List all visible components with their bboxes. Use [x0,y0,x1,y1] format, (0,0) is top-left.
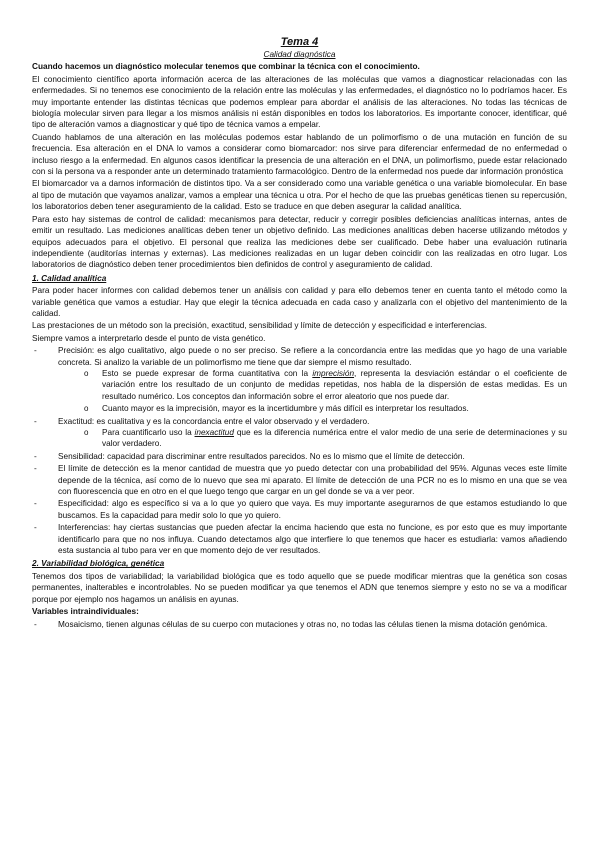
sublist-item-uncertainty: o Cuanto mayor es la imprecisión, mayor es la incertidumbre y más difícil es interpretar los resultados. [58,403,567,414]
accuracy-sublist [58,427,567,450]
intraindividual-variables-list [32,619,567,630]
paragraph-knowledge: El conocimiento científico aporta información acerca de las alteraciones de las moléculas que vamos a diagnosticar relacionadas con las enfermedades. Si no tenemos ese conocimiento de la relación entre las moléculas y las enfermedades, el diagnóstico no lo podríamos hacer. Es muy importante entender las distintas técnicas que podemos emplear para abordar el análisis de las alteraciones. No todas las técnicas de biología molecular sirven para llegar a los mismos análisis ni están disponibles en todos los laboratorios. Es importante conocer, identificar, qué tipo de alteración vamos a diagnosticar y qué tipo de técnica vamos a empelar. [32,74,567,130]
section-heading-variability: 2. Variabilidad biológica, genética [32,559,165,569]
accuracy-text: Exactitud: es cualitativa y es la concordancia entre el valor observado y el verdadero. [58,416,370,426]
paragraph-reports-quality: Para poder hacer informes con calidad debemos tener un análisis con calidad y para ello debemos tener en cuenta tanto el método como la variable genética que vamos a estudiar. Hay que elegir la técnica adecuada en cada caso y analizarla con el objetivo del mantenimiento de la calidad. [32,286,567,318]
inaccuracy-text-end: que es la diferencia numérica entre el valor medio de una serie de determinaciones y su valor verdadero. [102,428,567,449]
sublist-item-inaccuracy [58,427,567,450]
precision-text: Precisión: es algo cualitativo, algo puede o no ser preciso. Se refiere a la concordancia entre las medidas que yo hago de una variable concreta. Si analizo la variable de un polimorfismo me tiene que dar siempre el mismo resultado. [58,346,567,367]
inaccuracy-term: inexactitud [194,428,234,437]
list-item-detection-limit: - El límite de detección es la menor cantidad de muestra que yo puedo detectar con una probabilidad del 95%. Algunas veces este límite depende de la técnica, así como de lo nuevo que sea mi aparato. El límite de detección de una PCR no es lo mismo en una que se vea con fluorescencia que en otro en el que luego tengo que cargar en un gel donde se va a ver peor. [32,463,567,497]
list-item-mosaicism: - Mosaicismo, tienen algunas células de su cuerpo con mutaciones y otras no, no todas las células tienen la misma dotación genómica. [32,619,567,630]
list-item-precision [32,345,567,414]
paragraph-biomarker-alteration: Cuando hablamos de una alteración en las moléculas podemos estar hablando de un polimorfismo o de una mutación en función de su frecuencia. Esa alteración en el DNA lo vamos a considerar como biomarcador: nos sirve para diferenciar enfermedad de no enfermedad o incluso riesgo a la enfermedad. En algunos casos identificar la presencia de una alteración en el DNA, un polimorfismo, puede estar relacionado con si la persona va a responder ante un determinado tratamiento farmacológico. Dentro de la enfermedad nos puede dar información pronóstica [32,132,567,177]
precision-sublist [58,368,567,415]
inaccuracy-text-start: Para cuantificarlo uso la [102,428,195,437]
paragraph-biomarker-info: El biomarcador va a darnos información de distintos tipo. Va a ser considerado como una variable genética o una variable biomolecular. En base al tipo de mutación que vayamos analizar, vamos a emplear una técnica u otra. Por el hecho de que las pruebas genéticas tienen su repercusión, los laboratorios deben tener aseguramiento de la calidad. Esto se traduce en que deben asegurar la calidad analítica. [32,179,567,212]
paragraph-method-features: Las prestaciones de un método son la precisión, exactitud, sensibilidad y límite de detección y especificidad e interferencias. [32,321,487,331]
list-item-specificity: - Especificidad: algo es específico si va a lo que yo quiero que vaya. Es muy importante asegurarnos de que estamos estudiando lo que buscamos. Es la capacidad para medir solo lo que yo quiero. [32,498,567,521]
list-item-sensitivity: - Sensibilidad: capacidad para discriminar entre resultados parecidos. No es lo mismo que el límite de detección. [32,451,567,462]
list-item-accuracy [32,416,567,450]
imprecision-text-start: Esto se puede expresar de forma cuantitativa con la [102,368,313,378]
paragraph-quality-control: Para esto hay sistemas de control de calidad: mecanismos para detectar, reducir y corregir posibles deficiencias analíticas internas, antes de emitir un resultado. Las mediciones analíticas deben tener un objetivo definido. Las mediciones analíticas deben hacerse utilizando métodos y equipos adecuados para el objetivo. El personal que realiza las mediciones debe ser cualificado. Debe haber una evaluación rutinaria independiente (auditorías internas y externas). Las mediciones realizadas en un lugar deben coincidir con las realizadas en otro lugar. Los laboratorios de diagnóstico deben tener procedimientos bien definidos de control y aseguramiento de calidad. [32,214,567,270]
method-features-list [32,345,567,556]
paragraph-variability-types: Tenemos dos tipos de variabilidad; la variabilidad biológica que es todo aquello que se puede modificar mientras que la genética son cosas permanentes, inalterables e incontrolables. No se pueden modificar ya que tenemos el ADN que tenemos siempre y esto no se va a modificar porque por ejemplo nos hagamos un análisis en ayunas. [32,571,567,604]
intraindividual-variables-heading: Variables intraindividuales: [32,607,139,617]
imprecision-text-end: , representa la desviación estándar o el coeficiente de variación entre los resultado de un conjunto de medidas repetidas, nos habla de la dispersión de estas medidas. Es un resultado numérico. Los conceptos dan información sobre el error aleatorio que nos puede dar. [102,368,567,401]
paragraph-genetic-view: Siempre vamos a interpretarlo desde el punto de vista genético. [32,333,266,343]
intro-paragraph: Cuando hacemos un diagnóstico molecular tenemos que combinar la técnica con el conocimiento. [32,62,420,72]
page-title: Tema 4 [280,36,319,48]
page-subtitle: Calidad diagnóstica [263,50,336,59]
section-heading-analytical-quality: 1. Calidad analítica [32,273,107,283]
list-item-interferences: - Interferencias: hay ciertas sustancias que pueden afectar la encima haciendo que esta no funcione, es por esto que es muy importante identificarlo para que no nos influya. Cuando detectamos algo que interfiere lo que tenemos que hacer es estudiarla: vamos añadiendo esta sustancia al tubo para ver en que momento dejo de ver resultados. [32,522,567,556]
sublist-item-imprecision [58,368,567,402]
imprecision-term: imprecisión [312,368,355,378]
